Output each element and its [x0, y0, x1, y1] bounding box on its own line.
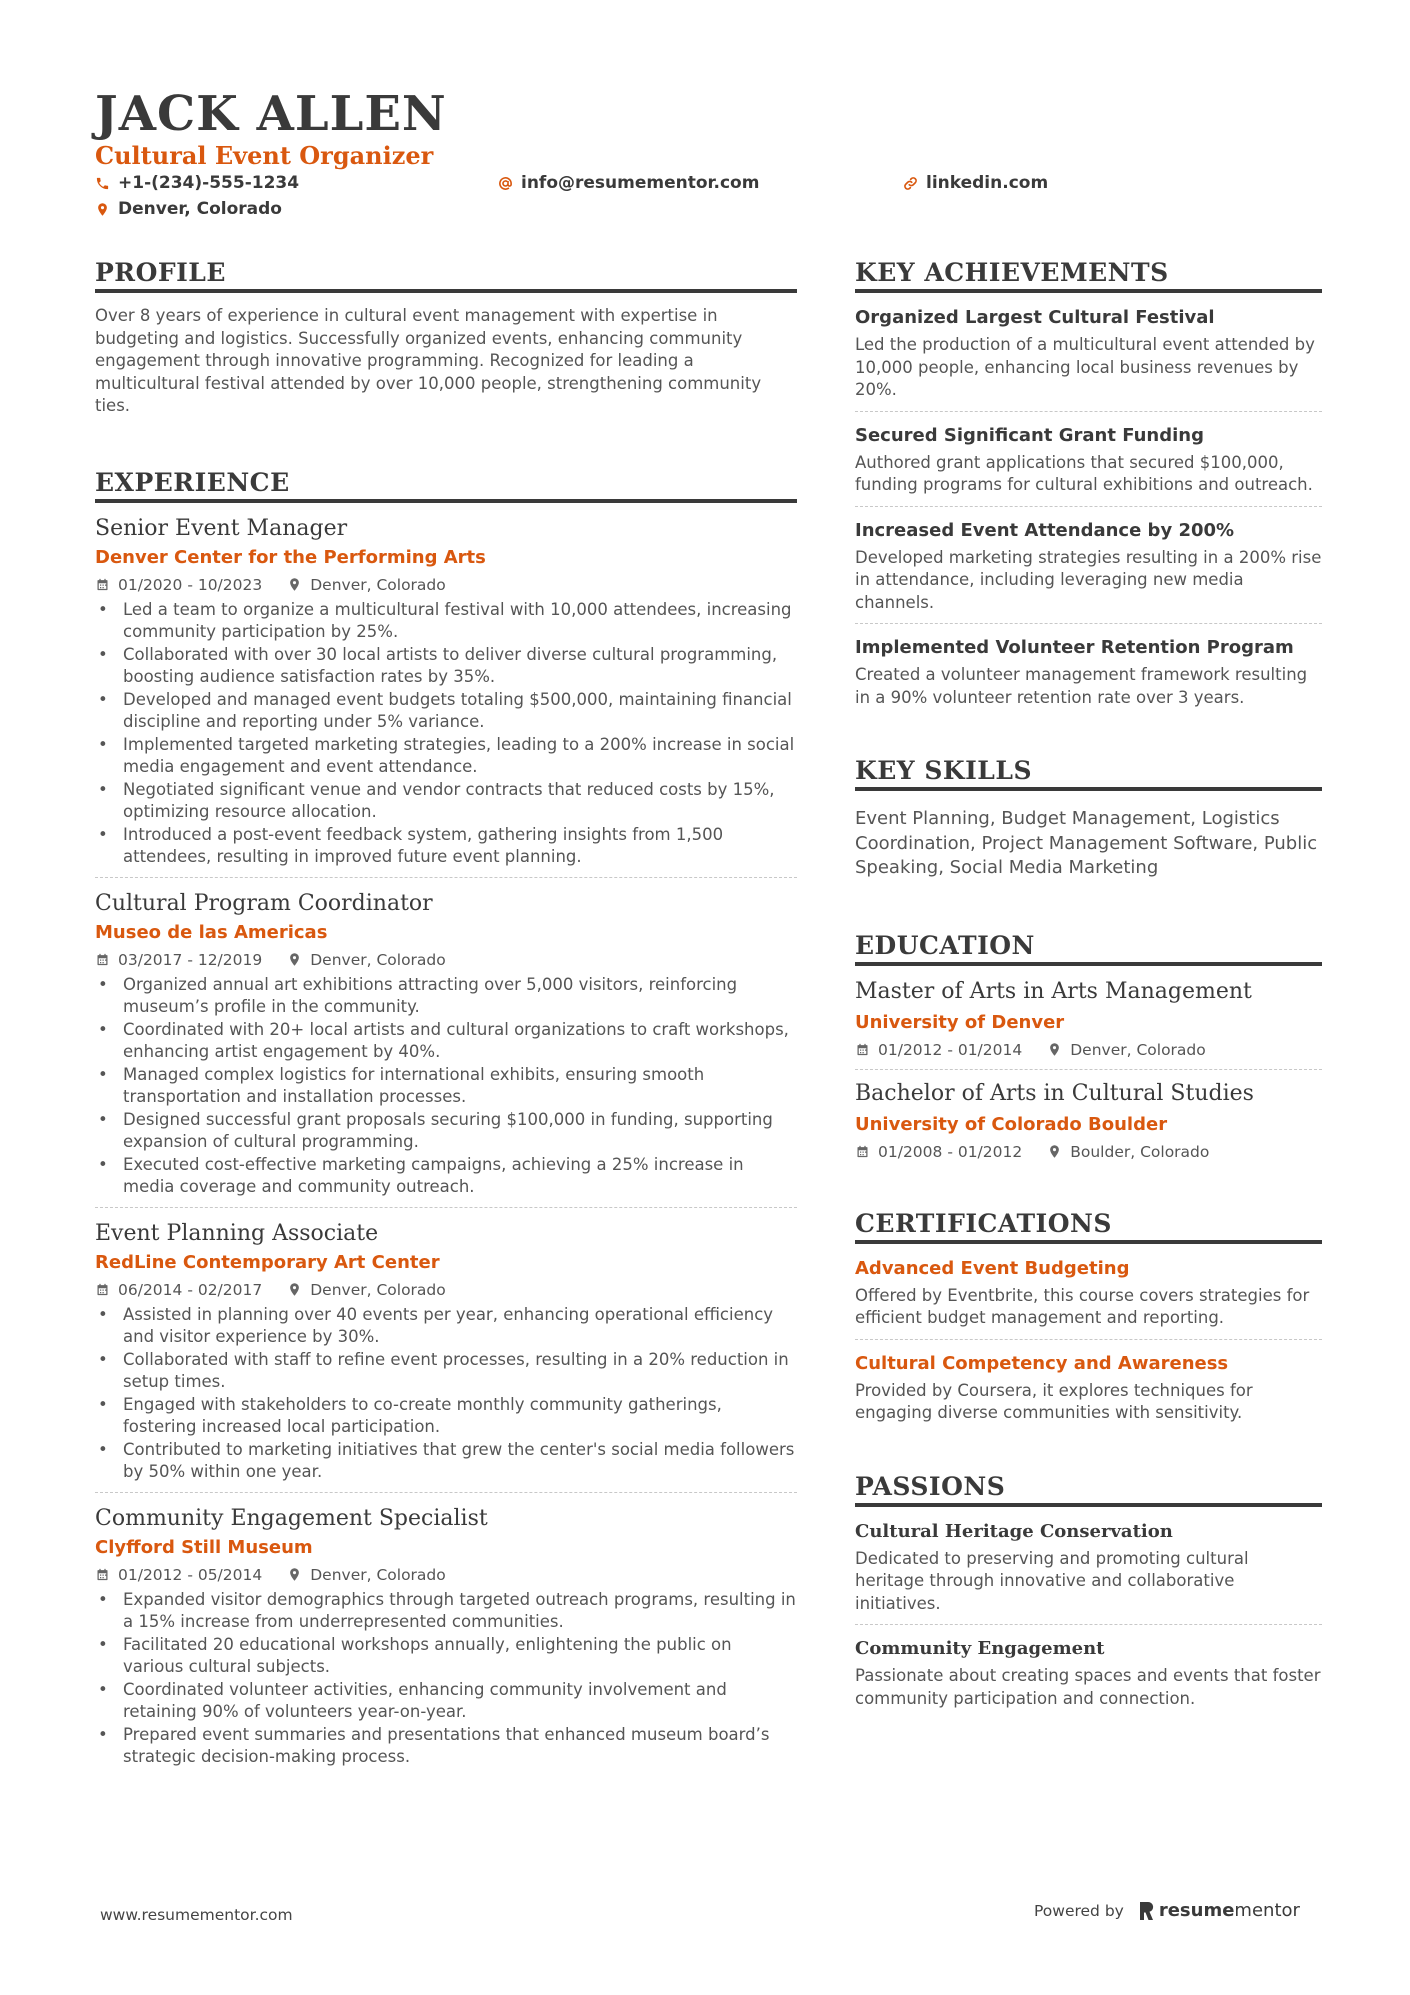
- school: University of Denver: [855, 1011, 1065, 1033]
- calendar-icon: [855, 1144, 870, 1159]
- date-location-row: [855, 1039, 1322, 1061]
- location: Denver, Colorado: [310, 1280, 446, 1299]
- certification-desc: Provided by Coursera, it explores techniques for engaging diverse communities with sensitivity.: [855, 1380, 1253, 1422]
- date-range: 01/2008 - 01/2012: [878, 1142, 1023, 1161]
- contact-phone: [95, 173, 299, 193]
- skills-text: Event Planning, Budget Management, Logistics Coordination, Project Management Software, Public Speaking, Social Media Marketing: [855, 808, 1318, 878]
- location-pin-icon: [95, 202, 110, 217]
- bullet-item: • Negotiated significant venue and vendor contracts that reduced costs by 15%, optimizing resource allocation.: [95, 779, 797, 824]
- job-bullets: [95, 1589, 797, 1769]
- contact-linkedin[interactable]: [903, 173, 1048, 193]
- achievements-list: [855, 305, 1322, 718]
- location-pin-icon: [287, 952, 302, 967]
- education-heading: EDUCATION: [855, 931, 1322, 966]
- passion-desc: Passionate about creating spaces and events that foster community participation and connection.: [855, 1666, 1321, 1708]
- passions-list: [855, 1519, 1322, 1720]
- bullet-item: • Introduced a post-event feedback system, gathering insights from 1,500 attendees, resulting in improved future event planning.: [95, 824, 797, 869]
- certifications-list: [855, 1256, 1322, 1434]
- date-range: 01/2012 - 01/2014: [878, 1040, 1023, 1059]
- degree: Master of Arts in Arts Management: [855, 978, 1252, 1004]
- date-location-row: [855, 1141, 1322, 1163]
- bullet-item: • Implemented targeted marketing strategies, leading to a 200% increase in social media engagement and event attendance.: [95, 734, 797, 779]
- linkedin-text[interactable]: linkedin.com: [926, 173, 1049, 193]
- passion-item: [855, 1519, 1322, 1625]
- at-icon: [498, 176, 513, 191]
- left-column: [95, 258, 797, 1777]
- bullet-item: • Developed and managed event budgets totaling $500,000, maintaining financial discipline and reporting under 5% variance.: [95, 689, 797, 734]
- bullet-item: • Designed successful grant proposals securing $100,000 in funding, supporting expansion of cultural programming.: [95, 1109, 797, 1154]
- calendar-icon: [95, 577, 110, 592]
- date-location-row: [95, 574, 797, 596]
- date-location-row: [95, 1279, 797, 1301]
- passion-item: [855, 1624, 1322, 1719]
- location-pin-icon: [287, 1282, 302, 1297]
- achievement-item: [855, 506, 1322, 624]
- brand-logo[interactable]: [1138, 1900, 1300, 1921]
- achievement-title: Increased Event Attendance by 200%: [855, 519, 1235, 541]
- job-entry: [95, 1492, 797, 1777]
- candidate-name: JACK ALLEN: [95, 86, 447, 142]
- job-entry: [95, 515, 797, 877]
- location-pin-icon: [287, 1567, 302, 1582]
- experience-list: [95, 515, 797, 1777]
- passions-heading: PASSIONS: [855, 1472, 1322, 1507]
- education-section: [855, 931, 1322, 1171]
- location-pin-icon: [287, 577, 302, 592]
- bullet-item: • Coordinated volunteer activities, enhancing community involvement and retaining 90% of volunteers year-on-year.: [95, 1679, 797, 1724]
- bullet-item: • Managed complex logistics for international exhibits, ensuring smooth transportation and installation processes.: [95, 1064, 797, 1109]
- calendar-icon: [95, 952, 110, 967]
- location: Denver, Colorado: [310, 1565, 446, 1584]
- certification-item: [855, 1256, 1322, 1339]
- resumementor-logo-icon: [1138, 1901, 1154, 1921]
- calendar-icon: [95, 1567, 110, 1582]
- education-item: [855, 978, 1322, 1069]
- job-organization: Clyfford Still Museum: [95, 1536, 313, 1558]
- education-item: [855, 1069, 1322, 1171]
- job-entry: [95, 1207, 797, 1492]
- degree: Bachelor of Arts in Cultural Studies: [855, 1080, 1254, 1106]
- achievement-item: [855, 411, 1322, 506]
- location-text: Denver, Colorado: [118, 199, 282, 219]
- bullet-item: • Coordinated with 20+ local artists and cultural organizations to craft workshops, enhancing artist engagement by 40%.: [95, 1019, 797, 1064]
- achievement-desc: Developed marketing strategies resulting in a 200% rise in attendance, including leveraging new media channels.: [855, 547, 1322, 612]
- location: Denver, Colorado: [310, 950, 446, 969]
- job-bullets: [95, 974, 797, 1199]
- passion-desc: Dedicated to preserving and promoting cultural heritage through innovative and collaborative initiatives.: [855, 1548, 1249, 1613]
- achievement-desc: Led the production of a multicultural event attended by 10,000 people, enhancing local business revenues by 20%.: [855, 335, 1315, 399]
- bullet-item: • Facilitated 20 educational workshops annually, enlightening the public on various cultural subjects.: [95, 1634, 797, 1679]
- footer-powered: [1034, 1900, 1300, 1921]
- achievement-item: [855, 305, 1322, 411]
- job-organization: Museo de las Americas: [95, 921, 328, 943]
- certification-item: [855, 1339, 1322, 1434]
- passion-title: Community Engagement: [855, 1638, 1105, 1659]
- bullet-item: • Organized annual art exhibitions attracting over 5,000 visitors, reinforcing museum’s profile in the community.: [95, 974, 797, 1019]
- location-pin-icon: [1047, 1144, 1062, 1159]
- job-entry: [95, 877, 797, 1207]
- phone-icon: [95, 176, 110, 191]
- location: Boulder, Colorado: [1070, 1142, 1210, 1161]
- certification-desc: Offered by Eventbrite, this course covers strategies for efficient budget management and reporting.: [855, 1285, 1310, 1327]
- brand-light: mentor: [1234, 1900, 1300, 1921]
- date-range: 01/2012 - 05/2014: [118, 1565, 263, 1584]
- location-pin-icon: [1047, 1042, 1062, 1057]
- date-range: 03/2017 - 12/2019: [118, 950, 263, 969]
- bullet-item: • Contributed to marketing initiatives that grew the center's social media followers by 50% within one year.: [95, 1439, 797, 1484]
- phone-text: +1-(234)-555-1234: [118, 173, 300, 193]
- certifications-section: [855, 1209, 1322, 1434]
- profile-section: [95, 258, 797, 418]
- experience-section: [95, 468, 797, 1777]
- contact-location: [95, 199, 282, 219]
- date-location-row: [95, 949, 797, 971]
- experience-heading: EXPERIENCE: [95, 468, 797, 503]
- achievement-title: Organized Largest Cultural Festival: [855, 307, 1215, 328]
- certifications-heading: CERTIFICATIONS: [855, 1209, 1322, 1244]
- bullet-item: • Assisted in planning over 40 events per year, enhancing operational efficiency and visitor experience by 30%.: [95, 1304, 797, 1349]
- job-role: Cultural Program Coordinator: [95, 890, 433, 916]
- powered-by-text: Powered by: [1034, 1901, 1124, 1920]
- calendar-icon: [95, 1282, 110, 1297]
- achievement-desc: Authored grant applications that secured $100,000, funding programs for cultural exhibitions and outreach.: [855, 452, 1313, 494]
- bullet-item: • Engaged with stakeholders to co-create monthly community gatherings, fostering increased local participation.: [95, 1394, 797, 1439]
- date-location-row: [95, 1564, 797, 1586]
- bullet-item: • Led a team to organize a multicultural festival with 10,000 attendees, increasing community participation by 25%.: [95, 599, 797, 644]
- right-column: [855, 258, 1322, 1719]
- school: University of Colorado Boulder: [855, 1113, 1168, 1135]
- achievement-desc: Created a volunteer management framework resulting in a 90% volunteer retention rate over 3 years.: [855, 665, 1308, 707]
- bullet-item: • Executed cost-effective marketing campaigns, achieving a 25% increase in media coverage and community outreach.: [95, 1154, 797, 1199]
- date-range: 06/2014 - 02/2017: [118, 1280, 263, 1299]
- date-range: 01/2020 - 10/2023: [118, 575, 263, 594]
- achievements-heading: KEY ACHIEVEMENTS: [855, 258, 1322, 293]
- calendar-icon: [855, 1042, 870, 1057]
- footer-website[interactable]: www.resumementor.com: [100, 1906, 293, 1924]
- job-bullets: [95, 599, 797, 869]
- achievements-section: [855, 258, 1322, 718]
- brand-bold: resume: [1158, 1900, 1235, 1921]
- bullet-item: • Collaborated with staff to refine event processes, resulting in a 20% reduction in setup times.: [95, 1349, 797, 1394]
- skills-heading: KEY SKILLS: [855, 756, 1322, 791]
- contact-email[interactable]: [498, 173, 759, 193]
- profile-text: Over 8 years of experience in cultural event management with expertise in budgeting and logistics. Successfully organized events, enhancing community engagement through innovative programming. Recognized for leading a multicultural festival attended by over 10,000 people, strengthening community ties.: [95, 306, 762, 415]
- certification-title: Advanced Event Budgeting: [855, 1257, 1130, 1279]
- bullet-item: • Prepared event summaries and presentations that enhanced museum board’s strategic decision-making process.: [95, 1724, 797, 1769]
- location: Denver, Colorado: [1070, 1040, 1206, 1059]
- job-organization: Denver Center for the Performing Arts: [95, 546, 486, 568]
- achievement-title: Implemented Volunteer Retention Program: [855, 637, 1294, 658]
- achievement-title: Secured Significant Grant Funding: [855, 424, 1205, 446]
- link-icon: [903, 176, 918, 191]
- email-text[interactable]: info@resumementor.com: [521, 173, 760, 193]
- job-organization: RedLine Contemporary Art Center: [95, 1251, 440, 1273]
- profile-heading: PROFILE: [95, 258, 797, 293]
- job-bullets: [95, 1304, 797, 1484]
- bullet-item: • Collaborated with over 30 local artists to deliver diverse cultural programming, boosting audience satisfaction rates by 35%.: [95, 644, 797, 689]
- passion-title: Cultural Heritage Conservation: [855, 1520, 1173, 1542]
- location: Denver, Colorado: [310, 575, 446, 594]
- skills-section: [855, 756, 1322, 881]
- candidate-title: Cultural Event Organizer: [95, 141, 434, 170]
- job-role: Community Engagement Specialist: [95, 1505, 488, 1531]
- certification-title: Cultural Competency and Awareness: [855, 1352, 1229, 1374]
- job-role: Event Planning Associate: [95, 1220, 379, 1246]
- job-role: Senior Event Manager: [95, 515, 348, 541]
- bullet-item: • Expanded visitor demographics through targeted outreach programs, resulting in a 15% increase from underrepresented communities.: [95, 1589, 797, 1634]
- passions-section: [855, 1472, 1322, 1720]
- achievement-item: [855, 623, 1322, 718]
- education-list: [855, 978, 1322, 1171]
